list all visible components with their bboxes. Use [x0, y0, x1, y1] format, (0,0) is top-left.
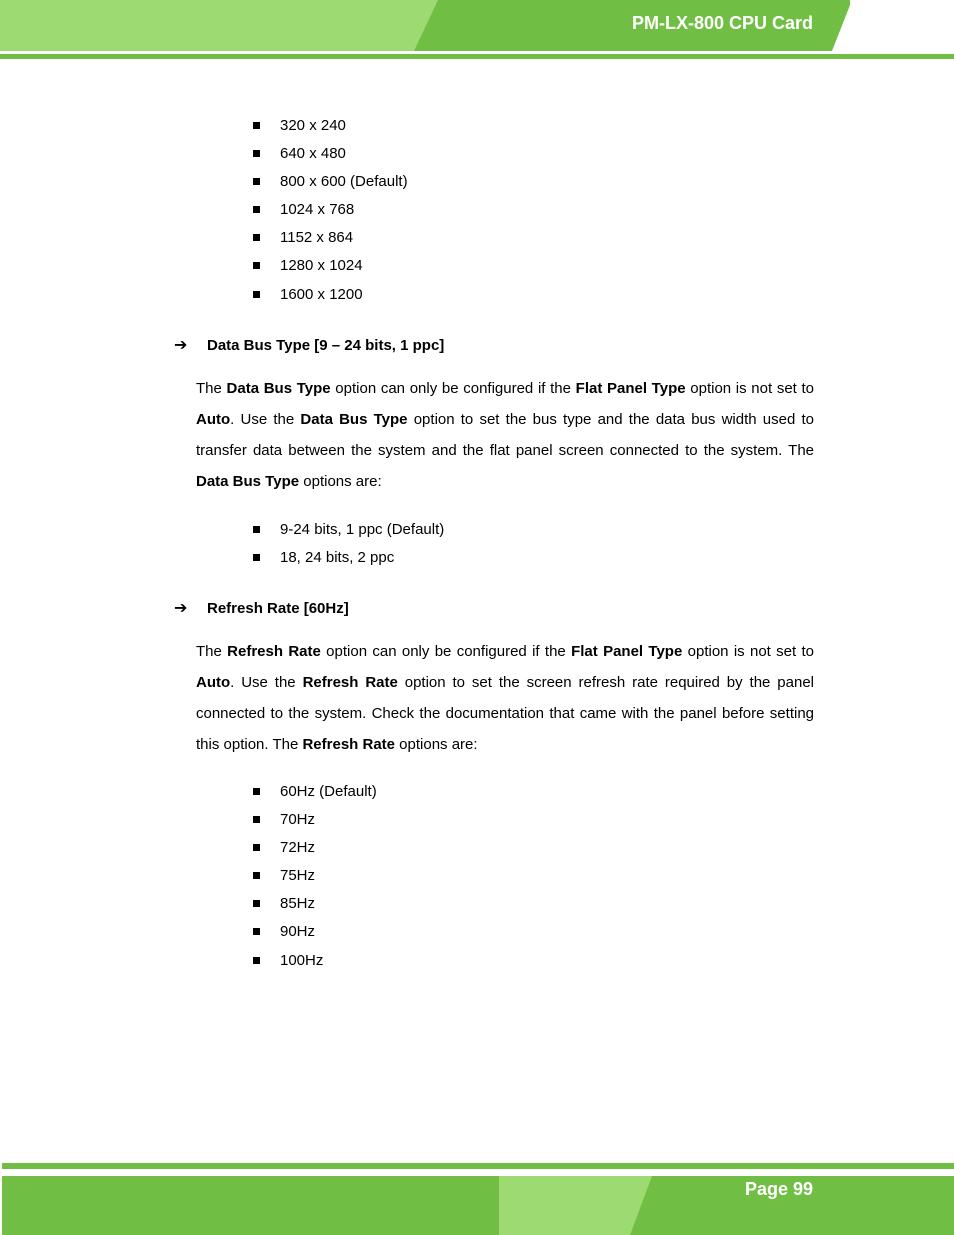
bullet-icon	[253, 816, 260, 823]
bullet-icon	[253, 788, 260, 795]
bullet-icon	[253, 178, 260, 185]
data-bus-options-list	[252, 522, 444, 578]
header-title: PM-LX-800 CPU Card	[631, 13, 813, 33]
arrow-right-icon: ➔	[174, 337, 188, 354]
refresh-rate-heading-text: Refresh Rate [60Hz]	[207, 600, 349, 617]
bullet-icon	[253, 262, 260, 269]
list-item: 9-24 bits, 1 ppc (Default)	[252, 522, 444, 550]
list-item: 1280 x 1024	[252, 258, 408, 286]
list-item: 1024 x 768	[252, 202, 408, 230]
refresh-rate-paragraph: The Refresh Rate option can only be configured if the Flat Panel Type option is not set to Auto. Use the Refresh Rate option to set the screen refresh rate required by the panel connected to the system. Check the documentation that came with the panel before setting this option. The Refresh Rate options are:	[196, 643, 814, 753]
bullet-icon	[253, 526, 260, 533]
arrow-right-icon: ➔	[174, 600, 188, 617]
bullet-icon	[253, 928, 260, 935]
list-item: 18, 24 bits, 2 ppc	[252, 550, 444, 578]
list-item: 1600 x 1200	[252, 287, 408, 315]
list-item: 70Hz	[252, 812, 377, 840]
header-rule	[0, 54, 954, 59]
bullet-icon	[253, 291, 260, 298]
list-item: 75Hz	[252, 868, 377, 896]
list-item: 320 x 240	[252, 118, 408, 146]
header-band-end	[850, 0, 954, 51]
bullet-icon	[253, 872, 260, 879]
list-item: 100Hz	[252, 953, 377, 981]
page-number: Page 99	[744, 1179, 813, 1199]
list-item: 85Hz	[252, 896, 377, 924]
list-item: 1152 x 864	[252, 230, 408, 258]
list-item: 800 x 600 (Default)	[252, 174, 408, 202]
bullet-icon	[253, 844, 260, 851]
bullet-icon	[253, 206, 260, 213]
data-bus-heading-text: Data Bus Type [9 – 24 bits, 1 ppc]	[207, 337, 445, 354]
list-item: 90Hz	[252, 924, 377, 952]
refresh-rate-heading	[174, 600, 349, 618]
data-bus-heading	[174, 337, 444, 355]
bullet-icon	[253, 234, 260, 241]
list-item: 72Hz	[252, 840, 377, 868]
bullet-icon	[253, 900, 260, 907]
bullet-icon	[253, 957, 260, 964]
bullet-icon	[253, 150, 260, 157]
list-item: 640 x 480	[252, 146, 408, 174]
bullet-icon	[253, 554, 260, 561]
refresh-rate-options-list	[252, 784, 377, 981]
footer-band-light	[499, 1176, 652, 1235]
data-bus-paragraph: The Data Bus Type option can only be configured if the Flat Panel Type option is not set to Auto. Use the Data Bus Type option to set the bus type and the data bus width used to transfer data between the system and the flat panel screen connected to the system. The Data Bus Type options are:	[196, 380, 815, 490]
footer-rule	[2, 1163, 954, 1169]
list-item: 60Hz (Default)	[252, 784, 377, 812]
header-band-light	[0, 0, 440, 51]
resolution-list	[252, 118, 408, 315]
bullet-icon	[253, 122, 260, 129]
